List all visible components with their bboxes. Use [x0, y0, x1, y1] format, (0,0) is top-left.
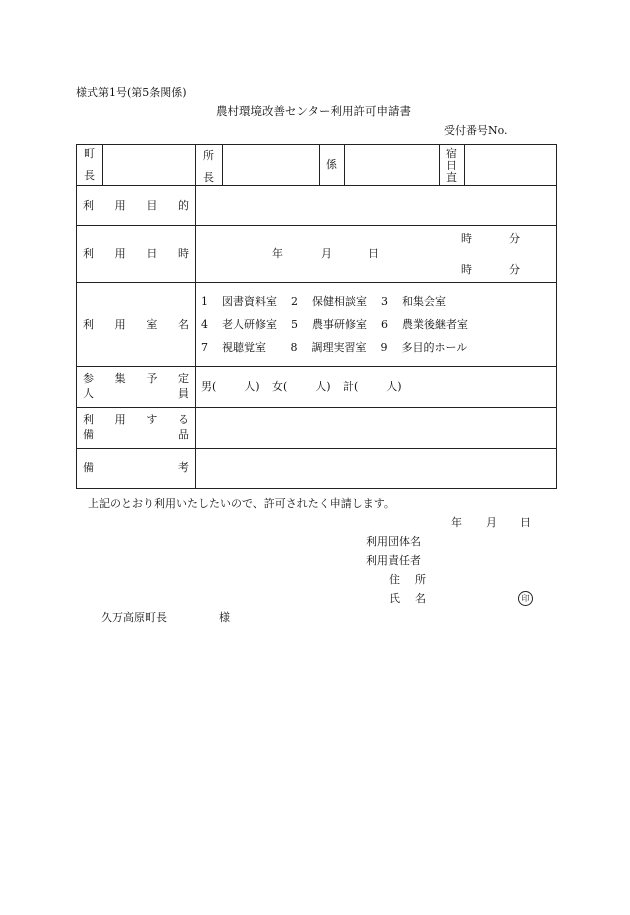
row-divider [76, 366, 557, 367]
room-option-line [201, 295, 446, 308]
document-title: 農村環境改善センター利用許可申請書 [216, 104, 412, 118]
label-char: 定 [177, 372, 189, 385]
column-divider [102, 144, 103, 185]
application-day: 日 [520, 516, 531, 529]
column-divider [222, 144, 223, 185]
label-char: 備 [83, 461, 94, 474]
start-minute-label: 分 [509, 232, 520, 245]
director-label-bottom: 長 [203, 171, 214, 184]
attendees-label-line2 [83, 387, 189, 400]
label-char: 名 [177, 318, 189, 331]
row-divider [76, 225, 557, 226]
room-option-line [201, 341, 467, 354]
unit-label: 人) [315, 380, 331, 393]
room-name: 調理実習室 [311, 341, 367, 354]
room-name: 農事研修室 [312, 318, 367, 331]
male-label: 男( [201, 380, 217, 393]
form-number: 様式第1号(第5条関係) [76, 86, 187, 99]
receipt-number-label: 受付番号No. [444, 124, 508, 137]
column-divider [344, 144, 345, 185]
label-char: 人 [83, 387, 94, 400]
datetime-label [83, 247, 189, 260]
label-char: 集 [114, 372, 126, 385]
female-label: 女( [272, 380, 288, 393]
label-char: 的 [177, 199, 189, 212]
unit-label: 人) [244, 380, 260, 393]
end-minute-label: 分 [509, 263, 520, 276]
room-number: 9 [380, 341, 388, 354]
remarks-label [83, 461, 189, 474]
column-divider [195, 185, 196, 489]
row-divider [76, 282, 557, 283]
room-option-line [201, 318, 468, 331]
room-number: 3 [381, 295, 388, 308]
director-label-top: 所 [203, 149, 214, 162]
label-char: 参 [83, 372, 94, 385]
column-divider [319, 144, 320, 185]
group-name-label: 利用団体名 [366, 535, 421, 548]
room-number: 5 [291, 318, 298, 331]
datetime-year: 年 [272, 247, 283, 260]
room-name: 視聴覚室 [222, 341, 266, 354]
label-char: 員 [178, 387, 189, 400]
label-char: 利 [83, 199, 94, 212]
label-char: 考 [178, 461, 189, 474]
end-hour-label: 時 [461, 263, 472, 276]
label-char: 室 [146, 318, 158, 331]
purpose-label [83, 199, 189, 212]
label-char: 用 [114, 413, 126, 426]
label-char: 名 [415, 592, 426, 605]
staff-label: 係 [326, 158, 337, 171]
label-char: る [177, 413, 189, 426]
label-char: 住 [389, 573, 400, 586]
application-year: 年 [451, 516, 462, 529]
label-char: 氏 [389, 592, 400, 605]
label-char: 所 [415, 573, 426, 586]
name-label [389, 592, 426, 605]
row-divider [76, 185, 557, 186]
equipment-label-line2 [83, 428, 189, 441]
attendees-female [272, 380, 331, 393]
label-char: 予 [146, 372, 158, 385]
application-month: 月 [486, 516, 497, 529]
datetime-month: 月 [321, 247, 332, 260]
addressee-honorific: 様 [219, 611, 230, 624]
room-name: 農業後継者室 [402, 318, 468, 331]
label-char: 用 [114, 247, 126, 260]
room-name: 和集会室 [402, 295, 446, 308]
town-head-label-top: 町 [84, 147, 95, 160]
town-head-label-bottom: 長 [84, 169, 95, 182]
room-number: 1 [201, 295, 208, 308]
label-char: 備 [83, 428, 94, 441]
night-duty-label-1: 宿 [446, 147, 457, 160]
label-char: 利 [83, 247, 94, 260]
room-name: 老人研修室 [222, 318, 277, 331]
column-divider [439, 144, 440, 185]
label-char: 用 [114, 318, 126, 331]
attendees-label-line1 [83, 372, 189, 385]
row-divider [76, 448, 557, 449]
column-divider [195, 144, 196, 185]
row-divider [76, 407, 557, 408]
label-char: 日 [146, 247, 158, 260]
unit-label: 人) [386, 380, 402, 393]
label-char: 利 [83, 413, 94, 426]
equipment-label-line1 [83, 413, 189, 426]
room-number: 7 [201, 341, 208, 354]
night-duty-label-2: 日 [446, 159, 457, 172]
start-hour-label: 時 [461, 232, 472, 245]
night-duty-label-3: 直 [446, 171, 457, 184]
room-number: 6 [381, 318, 388, 331]
label-char: す [146, 413, 158, 426]
label-char: 品 [178, 428, 189, 441]
label-char: 目 [146, 199, 158, 212]
room-label [83, 318, 189, 331]
room-name: 保健相談室 [312, 295, 367, 308]
responsible-person-label: 利用責任者 [366, 554, 421, 567]
datetime-day: 日 [368, 247, 379, 260]
room-number: 8 [290, 341, 298, 354]
room-name: 図書資料室 [222, 295, 277, 308]
label-char: 用 [114, 199, 126, 212]
attendees-male [201, 380, 260, 393]
room-name: 多目的ホール [401, 341, 468, 354]
address-label [389, 573, 426, 586]
total-label: 計( [343, 380, 359, 393]
room-number: 2 [291, 295, 298, 308]
application-statement: 上記のとおり利用いたしたいので、許可されたく申請します。 [88, 497, 395, 510]
column-divider [464, 144, 465, 185]
label-char: 時 [177, 247, 189, 260]
seal-mark: 印 [518, 591, 533, 606]
attendees-total [343, 380, 402, 393]
room-number: 4 [201, 318, 208, 331]
addressee-office: 久万高原町長 [101, 611, 167, 624]
label-char: 利 [83, 318, 94, 331]
